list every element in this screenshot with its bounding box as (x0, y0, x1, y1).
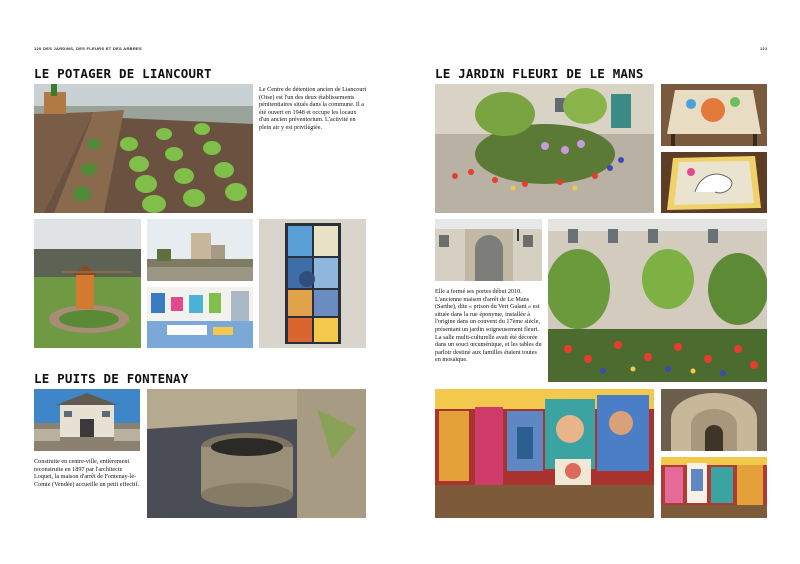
photo-le-mans-flower-garden (435, 84, 654, 213)
text-liancourt: Le Centre de détention ancien de Liancourt (Oise) est l'un des deux établissements pénitentiaires situés dans la commune. Il a été ouvert en 1948 et occupe les locaux d'un ancien préventorium. L'activité en plein air y est privilégiée. (259, 86, 367, 131)
section-title-fontenay: LE PUITS DE FONTENAY (34, 371, 189, 386)
photo-le-mans-courtyard-garden (548, 219, 767, 382)
photo-le-mans-mosaic-table-1 (661, 84, 767, 146)
photo-fontenay-gatehouse (34, 389, 140, 451)
photo-liancourt-classroom (147, 287, 253, 348)
photo-le-mans-prison-gate (435, 219, 542, 281)
photo-le-mans-vaulted-cellar (661, 389, 767, 451)
photo-liancourt-building (147, 219, 253, 281)
section-title-le-mans: LE JARDIN FLEURI DE LE MANS (435, 66, 644, 81)
photo-liancourt-stained-glass (259, 219, 366, 348)
section-title-liancourt: LE POTAGER DE LIANCOURT (34, 66, 212, 81)
photo-le-mans-multicultural-room (435, 389, 654, 518)
left-page-folio: 120 DES JARDINS, DES FLEURS ET DES ARBRES (34, 46, 142, 51)
photo-liancourt-vegetable-garden (34, 84, 253, 213)
photo-le-mans-painted-room (661, 457, 767, 518)
text-le-mans: Elle a fermé ses portes début 2010. L'ancienne maison d'arrêt de Le Mans (Sarthe), dite « prison du Vert Galant » est située dans la rue éponyme, installée à l'origine dans un couvent du 17ème siècle, présentant un jardin soigneusement fleuri. La salle multi-culturelle avait été décorée dans un souci œcuménique, et les tables du parloir destiné aux familles étaient toutes en mosaïque. (435, 288, 542, 364)
photo-liancourt-garden-hut (34, 219, 141, 348)
photo-fontenay-well (147, 389, 366, 518)
photo-le-mans-mosaic-table-2 (661, 152, 767, 213)
right-page-folio: 121 (760, 46, 768, 51)
text-fontenay: Construite en centre-ville, entièrement reconstruite en 1897 par l'architecte Loquet, la maison d'arrêt de Fontenay-le-Comte (Vendée) accueille un petit effectif. (34, 458, 140, 488)
